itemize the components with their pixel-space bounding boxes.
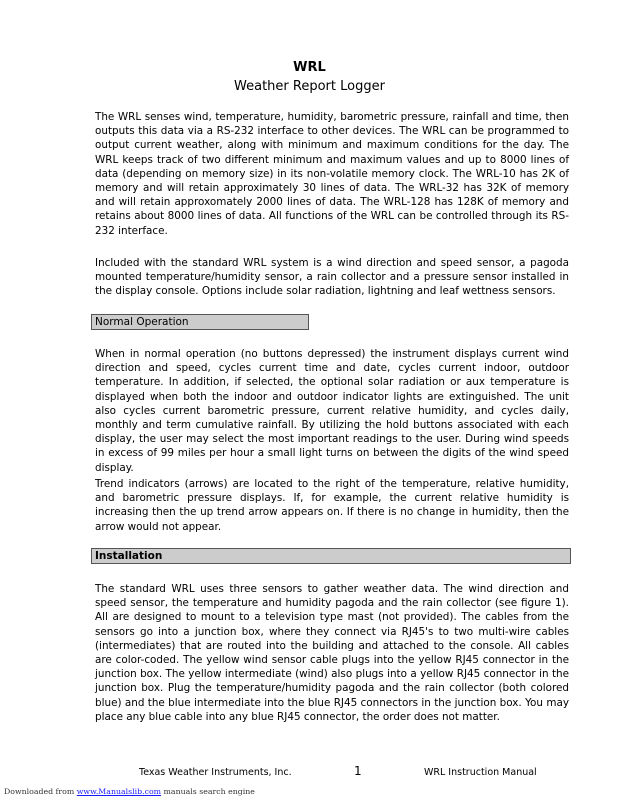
footer-manual-name: WRL Instruction Manual xyxy=(424,767,537,778)
footer-company: Texas Weather Instruments, Inc. xyxy=(139,767,292,778)
document-title: WRL xyxy=(293,60,326,75)
footer-page-number: 1 xyxy=(354,764,362,778)
section-header-installation: Installation xyxy=(91,548,571,564)
intro-paragraph-1: The WRL senses wind, temperature, humidity, barometric pressure, rainfall and time, then outputs this data via a RS-232 interface to other devices. The WRL can be programmed to output current weather, along with minimum and maximum conditions for the day. The WRL keeps track of two different minimum and maximum values and up to 8000 lines of data (depending on memory size) in its non-volatile memory clock. The WRL-10 has 2K of memory and will retain approximately 30 lines of data. The WRL-32 has 32K of memory and will retain approxomately 2000 lines of data. The WRL-128 has 128K of memory and retains about 8000 lines of data. All functions of the WRL can be controlled through its RS-232 interface. xyxy=(95,111,569,237)
normal-operation-paragraph-2: Trend indicators (arrows) are located to the right of the temperature, relative humidity, and barometric pressure displays. If, for example, the current relative humidity is increasing then the up trend arrow appears on. If there is no change in humidity, then the arrow would not appear. xyxy=(95,478,569,533)
download-notice xyxy=(4,787,255,796)
manualslib-link[interactable]: www.Manualslib.com xyxy=(76,787,162,796)
installation-paragraph-1: The standard WRL uses three sensors to gather weather data. The wind direction and speed sensor, the temperature and humidity pagoda and the rain collector (see figure 1). All are designed to mount to a television type mast (not provided). The cables from the sensors go into a junction box, where they connect via RJ45's to two multi-wire cables (intermediates) that are routed into the building and attached to the console. All cables are color-coded. The yellow wind sensor cable plugs into the yellow RJ45 connector in the junction box. The yellow intermediate (wind) also plugs into a yellow RJ45 connector in the junction box. Plug the temperature/humidity pagoda and the rain collector (both colored blue) and the blue intermediate into the blue RJ45 connectors in the junction box. You may place any blue cable into any blue RJ45 connector, the order does not matter. xyxy=(95,583,569,723)
intro-paragraph-2: Included with the standard WRL system is a wind direction and speed sensor, a pagoda mounted temperature/humidity sensor, a rain collector and a pressure sensor installed in the display console. Options include solar radiation, lightning and leaf wettness sensors. xyxy=(95,257,569,298)
document-subtitle: Weather Report Logger xyxy=(234,79,385,94)
download-suffix: manuals search engine xyxy=(161,787,255,796)
section-header-normal-operation: Normal Operation xyxy=(91,314,309,330)
download-prefix: Downloaded from xyxy=(4,787,77,796)
normal-operation-paragraph-1: When in normal operation (no buttons depressed) the instrument displays current wind direction and speed, cycles current time and date, cycles current indoor, outdoor temperature. In addition, if selected, the optional solar radiation or aux temperature is displayed when both the indoor and outdoor indicator lights are extinguished. The unit also cycles current barometric pressure, current relative humidity, and cycles daily, monthly and term cumulative rainfall. By utilizing the hold buttons associated with each display, the user may select the most important readings to the user. During wind speeds in excess of 99 miles per hour a small light turns on between the digits of the wind speed display. xyxy=(95,348,569,474)
